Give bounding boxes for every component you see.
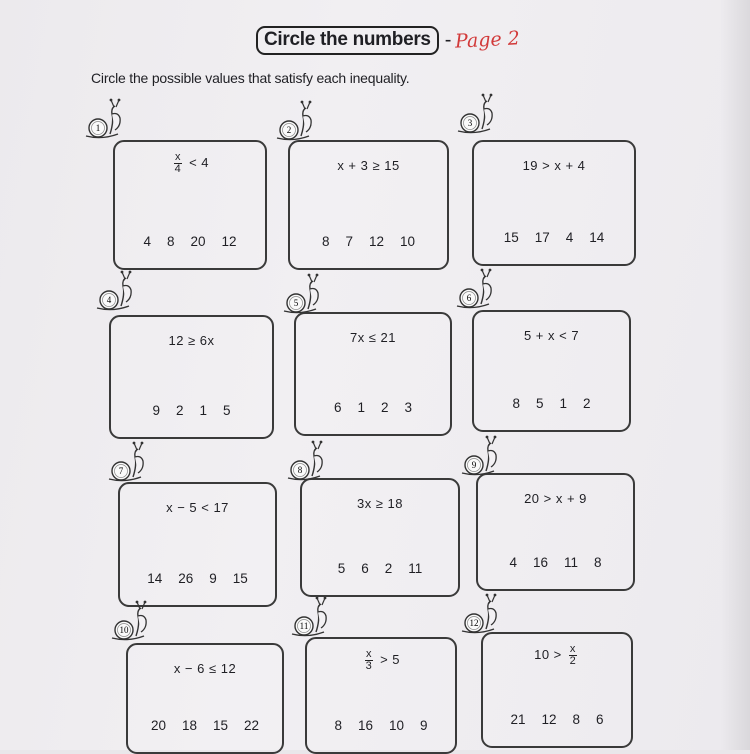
answer-choice[interactable]: 10 bbox=[400, 234, 416, 249]
problem-number: 10 bbox=[119, 625, 129, 635]
problem-card-11 bbox=[305, 637, 457, 754]
inequality: 7x ≤ 21 bbox=[349, 330, 397, 345]
answer-choice[interactable]: 8 bbox=[166, 234, 175, 249]
problem-card-6 bbox=[472, 310, 631, 432]
worksheet-title bbox=[256, 26, 520, 54]
answer-choice[interactable]: 11 bbox=[564, 555, 579, 570]
answer-choices bbox=[302, 561, 458, 576]
inequality: x − 5 < 17 bbox=[166, 500, 229, 515]
answer-choices bbox=[111, 403, 272, 418]
problem-number: 7 bbox=[118, 466, 124, 476]
answer-choice[interactable]: 22 bbox=[244, 718, 260, 733]
answer-choice[interactable]: 12 bbox=[541, 712, 557, 727]
problem-number: 8 bbox=[297, 465, 303, 475]
answer-choice[interactable]: 17 bbox=[534, 230, 550, 245]
snail-icon bbox=[282, 275, 322, 315]
answer-choices bbox=[115, 234, 265, 249]
answer-choices bbox=[307, 718, 455, 733]
answer-choice[interactable]: 3 bbox=[404, 400, 413, 415]
answer-choice[interactable]: 4 bbox=[509, 555, 517, 570]
snail-icon bbox=[110, 602, 150, 642]
snail-icon bbox=[455, 270, 495, 310]
inequality: x − 6 ≤ 12 bbox=[173, 661, 237, 676]
handwritten-page-label: Page 2 bbox=[454, 27, 521, 53]
answer-choice[interactable]: 9 bbox=[420, 718, 428, 733]
answer-choice[interactable]: 2 bbox=[583, 396, 591, 411]
answer-choices bbox=[483, 712, 631, 727]
problem-number: 1 bbox=[95, 123, 101, 133]
title-text: Circle the numbers bbox=[256, 26, 439, 55]
snail-icon bbox=[460, 437, 500, 477]
problem-card-1 bbox=[113, 140, 267, 270]
problem-number: 11 bbox=[299, 621, 309, 631]
answer-choice[interactable]: 8 bbox=[512, 396, 520, 411]
problem-card-12 bbox=[481, 632, 633, 748]
answer-choice[interactable]: 2 bbox=[381, 400, 389, 415]
answer-choice[interactable]: 16 bbox=[357, 718, 373, 733]
problem-card-7 bbox=[118, 482, 277, 607]
answer-choice[interactable]: 5 bbox=[223, 403, 231, 418]
page-shadow bbox=[720, 0, 750, 750]
answer-choices bbox=[296, 400, 450, 415]
answer-choice[interactable]: 6 bbox=[596, 712, 604, 727]
answer-choice[interactable]: 20 bbox=[190, 234, 206, 249]
problem-card-9 bbox=[476, 473, 635, 591]
answer-choice[interactable]: 1 bbox=[559, 396, 568, 411]
snail-icon bbox=[275, 102, 315, 142]
snail-icon bbox=[456, 95, 496, 135]
answer-choice[interactable]: 1 bbox=[199, 403, 208, 418]
answer-choice[interactable]: 8 bbox=[321, 234, 330, 249]
answer-choice[interactable]: 12 bbox=[368, 234, 385, 249]
answer-choice[interactable]: 8 bbox=[572, 712, 581, 727]
answer-choice[interactable]: 18 bbox=[181, 718, 197, 733]
inequality: 12 ≥ 6x bbox=[168, 333, 215, 348]
answer-choice[interactable]: 10 bbox=[389, 718, 405, 733]
inequality: $\frac{x}{4}$ < 4 bbox=[174, 151, 210, 175]
answer-choice[interactable]: 16 bbox=[532, 555, 548, 570]
problem-number: 3 bbox=[467, 118, 473, 128]
inequality: x + 3 ≥ 15 bbox=[337, 158, 400, 173]
answer-choice[interactable]: 5 bbox=[535, 396, 544, 411]
inequality: 5 + x < 7 bbox=[523, 328, 580, 343]
instruction-text: Circle the possible values that satisfy each inequality. bbox=[91, 70, 410, 86]
answer-choices bbox=[120, 571, 275, 586]
snail-icon bbox=[286, 442, 326, 482]
answer-choice[interactable]: 20 bbox=[150, 718, 166, 733]
answer-choices bbox=[128, 718, 282, 733]
answer-choice[interactable]: 15 bbox=[232, 571, 248, 586]
answer-choice[interactable]: 26 bbox=[178, 571, 194, 586]
answer-choice[interactable]: 14 bbox=[147, 571, 163, 586]
problem-number: 6 bbox=[466, 293, 472, 303]
problem-card-2 bbox=[288, 140, 449, 270]
answer-choice[interactable]: 2 bbox=[384, 561, 393, 576]
answer-choices bbox=[290, 234, 447, 249]
answer-choice[interactable]: 15 bbox=[213, 718, 229, 733]
problem-number: 9 bbox=[471, 460, 477, 470]
snail-icon bbox=[84, 100, 124, 140]
problem-card-3 bbox=[472, 140, 636, 266]
answer-choice[interactable]: 14 bbox=[589, 230, 605, 245]
answer-choice[interactable]: 8 bbox=[594, 555, 602, 570]
inequality: 20 > x + 9 bbox=[524, 491, 587, 506]
answer-choice[interactable]: 5 bbox=[337, 561, 346, 576]
inequality: 10 > $\frac{x}{2}$ bbox=[534, 643, 577, 667]
inequality: 19 > x + 4 bbox=[522, 158, 586, 173]
answer-choices bbox=[474, 396, 629, 411]
answer-choice[interactable]: 21 bbox=[510, 712, 526, 727]
snail-icon bbox=[107, 443, 147, 483]
problem-number: 4 bbox=[106, 295, 112, 305]
problem-card-8 bbox=[300, 478, 460, 597]
inequality: 3x ≥ 18 bbox=[356, 496, 404, 511]
problem-card-5 bbox=[294, 312, 452, 436]
title-separator: - bbox=[444, 28, 452, 51]
snail-icon bbox=[95, 272, 135, 312]
problem-number: 5 bbox=[293, 298, 299, 308]
answer-choice[interactable]: 11 bbox=[408, 561, 423, 576]
answer-choice[interactable]: 6 bbox=[333, 400, 342, 415]
answer-choice[interactable]: 1 bbox=[357, 400, 365, 415]
answer-choice[interactable]: 9 bbox=[209, 571, 217, 586]
answer-choice[interactable]: 4 bbox=[565, 230, 574, 245]
answer-choices bbox=[478, 555, 633, 570]
inequality: $\frac{x}{3}$ > 5 bbox=[365, 648, 401, 672]
answer-choice[interactable]: 15 bbox=[503, 230, 519, 245]
problem-number: 12 bbox=[469, 618, 479, 628]
answer-choice[interactable]: 12 bbox=[221, 234, 237, 249]
problem-card-4 bbox=[109, 315, 274, 439]
answer-choice[interactable]: 4 bbox=[143, 234, 151, 249]
answer-choices bbox=[474, 230, 634, 245]
answer-choice[interactable]: 2 bbox=[175, 403, 184, 418]
snail-icon bbox=[460, 595, 500, 635]
answer-choice[interactable]: 7 bbox=[345, 234, 353, 249]
snail-icon bbox=[290, 598, 330, 638]
answer-choice[interactable]: 8 bbox=[334, 718, 342, 733]
answer-choice[interactable]: 9 bbox=[152, 403, 160, 418]
problem-card-10 bbox=[126, 643, 284, 754]
answer-choice[interactable]: 6 bbox=[361, 561, 369, 576]
problem-number: 2 bbox=[286, 125, 292, 135]
